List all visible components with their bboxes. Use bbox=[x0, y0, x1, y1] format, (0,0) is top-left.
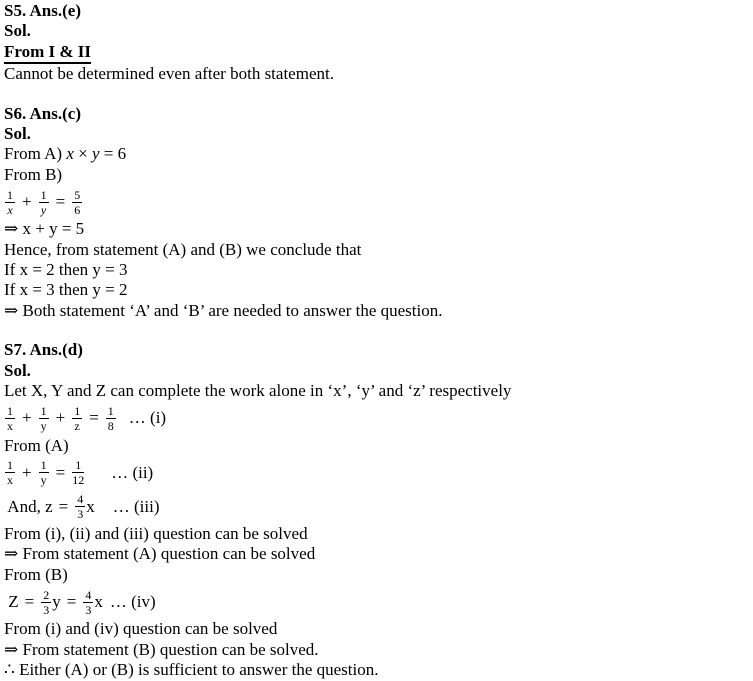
fraction-denominator: x bbox=[7, 473, 13, 488]
text-run: … (i) bbox=[128, 408, 167, 428]
math-line bbox=[4, 490, 745, 524]
text-run: From (i) and (iv) question can be solved bbox=[4, 619, 278, 639]
text-run: From (A) bbox=[4, 435, 69, 455]
math-operator: = bbox=[89, 408, 99, 428]
fraction bbox=[72, 189, 82, 216]
text-run: … (iii) bbox=[112, 496, 160, 516]
fraction-numerator: 1 bbox=[40, 458, 47, 473]
text-run: … (iv) bbox=[109, 591, 156, 611]
text-line bbox=[4, 219, 745, 239]
text-run: ⇒ Both statement ‘A’ and ‘B’ are needed to answer the question. bbox=[4, 300, 443, 320]
text-line bbox=[4, 42, 745, 64]
text-run: Z bbox=[4, 591, 19, 611]
text-line bbox=[4, 340, 745, 360]
math-operator: = bbox=[24, 591, 35, 611]
text-run: ⇒ x + y = 5 bbox=[4, 219, 85, 239]
text-run: Cannot be determined even after both statement. bbox=[4, 64, 334, 84]
section-s6-solution bbox=[4, 104, 745, 322]
fraction-denominator: 3 bbox=[43, 602, 50, 617]
text-run: S6. Ans.(c) bbox=[4, 103, 81, 123]
math-operator: + bbox=[22, 408, 32, 428]
math-operator: + bbox=[22, 192, 32, 212]
text-line bbox=[4, 104, 745, 124]
fraction bbox=[72, 405, 82, 432]
math-line bbox=[4, 456, 745, 490]
fraction-numerator: 4 bbox=[85, 587, 92, 602]
fraction bbox=[75, 493, 85, 520]
text-line bbox=[4, 565, 745, 585]
text-run: S5. Ans.(e) bbox=[4, 1, 81, 20]
section-gap bbox=[4, 321, 745, 340]
fraction-numerator: 1 bbox=[7, 187, 13, 202]
fraction-denominator: x bbox=[7, 419, 13, 433]
text-run: S7. Ans.(d) bbox=[4, 340, 83, 360]
fraction-numerator: 4 bbox=[77, 492, 84, 507]
text-line bbox=[4, 436, 745, 456]
text-line bbox=[4, 301, 745, 321]
fraction-numerator: 2 bbox=[43, 587, 50, 602]
fraction-numerator: 5 bbox=[74, 187, 81, 202]
math-operator: = bbox=[55, 192, 66, 212]
fraction-denominator: 3 bbox=[77, 507, 84, 522]
fraction bbox=[39, 459, 49, 486]
text-run: From (i), (ii) and (iii) question can be solved bbox=[4, 523, 308, 543]
fraction-numerator: 1 bbox=[7, 458, 13, 473]
text-line bbox=[4, 144, 745, 164]
math-line bbox=[4, 402, 745, 436]
text-line bbox=[4, 260, 745, 280]
text-line bbox=[4, 381, 745, 401]
text-run: Let X, Y and Z can complete the work alone in ‘x’, ‘y’ and ‘z’ respectively bbox=[4, 381, 512, 401]
text-line bbox=[4, 524, 745, 544]
text-run: And, z bbox=[4, 496, 53, 516]
section-s7-solution bbox=[4, 340, 745, 680]
fraction-denominator: y bbox=[40, 202, 47, 217]
text-line bbox=[4, 660, 745, 680]
text-line bbox=[4, 21, 745, 41]
text-run: y bbox=[52, 591, 61, 611]
math-line bbox=[4, 185, 745, 219]
text-run: × bbox=[73, 144, 92, 164]
text-run: If x = 3 then y = 2 bbox=[4, 280, 128, 300]
fraction-numerator: 1 bbox=[107, 404, 114, 418]
fraction-denominator: 12 bbox=[72, 473, 85, 488]
text-line bbox=[4, 124, 745, 144]
fraction bbox=[72, 459, 84, 486]
fraction-denominator: 8 bbox=[107, 419, 114, 433]
fraction-denominator: z bbox=[74, 419, 80, 433]
text-run: = 6 bbox=[99, 144, 127, 164]
fraction-numerator: 1 bbox=[40, 404, 47, 418]
math-operator: + bbox=[55, 408, 66, 428]
fraction bbox=[5, 459, 15, 486]
text-run: From I & II bbox=[4, 42, 91, 64]
text-run: ⇒ From statement (A) question can be solved bbox=[4, 544, 316, 564]
fraction bbox=[5, 405, 15, 432]
text-line bbox=[4, 280, 745, 300]
fraction bbox=[41, 589, 51, 616]
fraction bbox=[83, 589, 93, 616]
fraction bbox=[39, 189, 49, 216]
fraction-numerator: 1 bbox=[74, 404, 81, 418]
text-run: ⇒ From statement (B) question can be solved. bbox=[4, 639, 319, 659]
text-line bbox=[4, 640, 745, 660]
text-run: If x = 2 then y = 3 bbox=[4, 260, 128, 280]
italic-variable: y bbox=[91, 144, 100, 164]
spacer bbox=[103, 602, 110, 603]
fraction bbox=[39, 405, 49, 432]
fraction-numerator: 1 bbox=[72, 459, 84, 473]
section-s5-solution bbox=[4, 1, 745, 85]
text-run: From (B) bbox=[4, 564, 68, 584]
math-line bbox=[4, 585, 745, 619]
text-line bbox=[4, 619, 745, 639]
fraction-denominator: 6 bbox=[74, 202, 81, 217]
text-run: From A) bbox=[4, 144, 67, 164]
fraction-denominator: y bbox=[40, 419, 47, 433]
spacer bbox=[85, 472, 111, 473]
text-run: … (ii) bbox=[111, 462, 154, 482]
text-line bbox=[4, 361, 745, 381]
text-line bbox=[4, 165, 745, 185]
text-run: x bbox=[86, 496, 95, 516]
fraction-numerator: 1 bbox=[7, 404, 13, 418]
fraction-numerator: 1 bbox=[40, 187, 47, 202]
fraction-denominator: 3 bbox=[85, 602, 92, 617]
spacer bbox=[117, 418, 129, 419]
fraction-denominator: x bbox=[7, 202, 13, 217]
math-operator: + bbox=[22, 462, 32, 482]
fraction bbox=[5, 189, 15, 216]
text-run: ∴ Either (A) or (B) is sufficient to answer the question. bbox=[4, 659, 379, 679]
text-line bbox=[4, 1, 745, 21]
fraction-denominator: y bbox=[40, 473, 47, 488]
text-run: Sol. bbox=[4, 124, 31, 144]
text-line bbox=[4, 64, 745, 84]
text-run: Sol. bbox=[4, 360, 31, 380]
italic-variable: x bbox=[66, 144, 74, 164]
math-operator: = bbox=[55, 462, 66, 482]
text-line bbox=[4, 240, 745, 260]
text-run: From B) bbox=[4, 164, 63, 184]
text-line bbox=[4, 544, 745, 564]
text-run: Sol. bbox=[4, 21, 31, 41]
fraction bbox=[106, 405, 116, 432]
section-gap bbox=[4, 85, 745, 104]
text-run: Hence, from statement (A) and (B) we conclude that bbox=[4, 239, 362, 259]
math-operator: = bbox=[66, 591, 77, 611]
math-operator: = bbox=[58, 496, 69, 516]
text-run: x bbox=[94, 591, 103, 611]
spacer bbox=[95, 506, 113, 507]
